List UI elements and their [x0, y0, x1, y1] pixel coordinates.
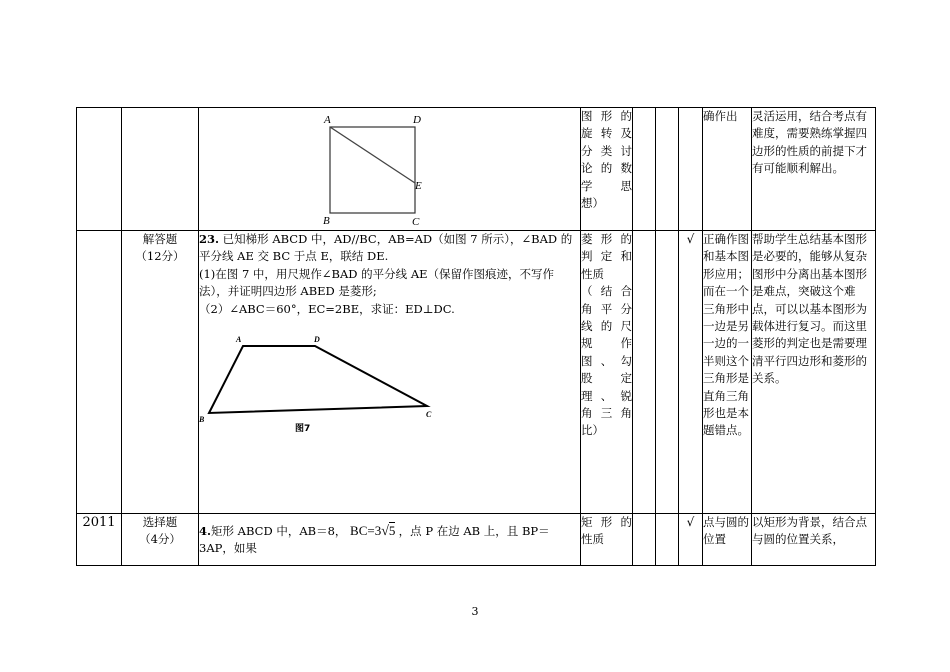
year-cell [77, 231, 122, 514]
figure-caption: 图7 [295, 424, 311, 435]
check-mark: √ [686, 515, 695, 529]
trapezoid-abcd [209, 346, 427, 413]
page-number: 3 [471, 605, 479, 618]
knowledge-point-cell [581, 231, 633, 514]
year-cell: 2011 [77, 514, 122, 566]
category-cell [122, 514, 199, 566]
kp-line: 学 思 [581, 178, 632, 193]
question-number: 4. [199, 524, 212, 538]
question-number: 23. [199, 232, 220, 246]
table-row [77, 514, 876, 566]
kp-line: 理 、 锐 [581, 388, 632, 403]
kp-line: 论 的 数 [581, 161, 632, 176]
question-type: 选择题 [142, 515, 178, 529]
kp-line: 性质 [581, 266, 604, 281]
level-cell [656, 231, 679, 514]
square-figure [199, 108, 581, 230]
category-cell [122, 108, 199, 231]
problem-cell [199, 231, 581, 514]
question-points: （4分） [139, 532, 181, 547]
trapezoid-figure [199, 331, 573, 443]
label-d: D [314, 335, 320, 345]
label-e: E [415, 180, 422, 192]
label-b: B [199, 415, 205, 425]
comment-cell: 灵活运用，结合考点有难度，需要熟练掌握四边形的性质的前提下才有可能顺利解出。 [752, 108, 876, 231]
question-type: 解答题 [142, 232, 178, 246]
curriculum-analysis-table [76, 107, 876, 566]
label-c: C [426, 410, 432, 420]
label-c: C [412, 216, 420, 228]
ability-cell: 正确作图和基本图形应用；而在一个三角形中一边是另一边的一半则这个三角形是直角三角形也是本题错点。 [703, 231, 752, 514]
kp-line: 旋 转 及 [581, 126, 632, 141]
question-points: （12分） [135, 249, 185, 264]
level-cell [633, 108, 656, 231]
level-cell [656, 514, 679, 566]
kp-line: 分 类 讨 [581, 143, 632, 158]
table-row [77, 108, 876, 231]
kp-line: 图 形 的 [581, 109, 632, 123]
kp-line: 线 的 尺 [581, 319, 632, 334]
kp-line: 角 三 角 [581, 406, 632, 421]
kp-line: 想） [581, 196, 604, 211]
label-a: A [324, 114, 331, 126]
kp-line: 比） [581, 423, 604, 438]
problem-part-1: (1)在图 7 中，用尺规作∠BAD 的平分线 AE（保留作图痕迹，不写作法），并证明四边形 ABED 是菱形; [199, 266, 555, 299]
year-cell [77, 108, 122, 231]
level-check-cell [679, 231, 703, 514]
label-d: D [413, 114, 421, 126]
problem-cell: 4.矩形 ABCD 中，AB＝8， BC=3√5 ，点 P 在边 AB 上，且 BP＝3AP，如果 [199, 514, 581, 566]
label-b: B [323, 215, 330, 227]
kp-line: 规 作 [581, 336, 632, 351]
level-check-cell [679, 514, 703, 566]
kp-line: 角 平 分 [581, 301, 632, 316]
problem-cell [199, 108, 581, 231]
check-mark: √ [686, 232, 695, 246]
level-cell [633, 231, 656, 514]
knowledge-point-cell: 矩 形 的 性质 [581, 514, 633, 566]
kp-line: 判 定 和 [581, 249, 632, 264]
kp-line: 菱 形 的 [581, 232, 632, 246]
ability-cell: 确作出 [703, 108, 752, 231]
formula-bc: BC=3√5 [350, 523, 396, 539]
level-cell [656, 108, 679, 231]
label-a: A [236, 335, 242, 345]
kp-line: 股 定 [581, 371, 632, 386]
diagonal-ae [330, 127, 415, 183]
level-cell [679, 108, 703, 231]
comment-cell: 帮助学生总结基本图形是必要的，能够从复杂图形中分离出基本图形是难点，突破这个难点，可以以基本图形为载体进行复习。而这里菱形的判定也是需要理清平行四边形和菱形的关系。 [752, 231, 876, 514]
problem-part-2: （2）∠ABC＝60°，EC=2BE，求证：ED⊥DC. [199, 301, 455, 316]
problem-text: 23. 已知梯形 ABCD 中，AD//BC，AB=AD（如图 7 所示），∠BAD 的平分线 AE 交 BC 于点 E，联结 DE. [199, 232, 573, 264]
knowledge-point-cell [581, 108, 633, 231]
level-cell [633, 514, 656, 566]
comment-cell: 以矩形为背景，结合点与圆的位置关系， [752, 514, 876, 566]
table-row [77, 231, 876, 514]
kp-line: 图 、 勾 [581, 353, 632, 368]
category-cell [122, 231, 199, 514]
ability-cell: 点与圆的位置 [703, 514, 752, 566]
kp-line: （ 结 合 [581, 284, 632, 299]
square-abcd [330, 127, 415, 213]
